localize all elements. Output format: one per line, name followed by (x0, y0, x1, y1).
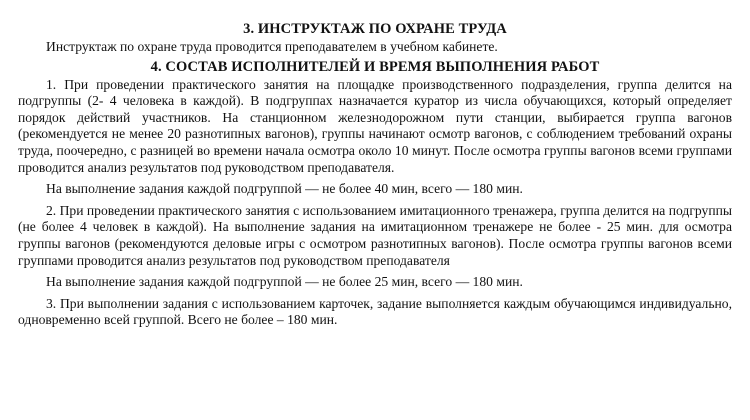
paragraph-time-2: На выполнение задания каждой подгруппой — не более 25 мин, всего — 180 мин. (46, 274, 523, 290)
paragraph-time-1: На выполнение задания каждой подгруппой — не более 40 мин, всего — 180 мин. (46, 181, 523, 197)
paragraph-2: 2. При проведении практического занятия с использованием имитационного тренажера, группа делится на подгруппы (не более 4 человек в каждой). На выполнение задания на имитационном тренажере не более - 25 мин. для осмотра группы вагонов (рекомендуются деловые игры с осмотром разнотипных вагонов). После осмотра группы вагонов всеми группами проводится анализ результатов под руководством преподавателя (18, 202, 732, 268)
section-3-title: 3. ИНСТРУКТАЖ ПО ОХРАНЕ ТРУДА (243, 21, 507, 37)
paragraph-1: 1. При проведении практического занятия на площадке производственного подразделения, группа делится на подгруппы (2- 4 человека в каждой). В подгруппах назначается куратор из числа обучающихся, который определяет порядок действий участников. На станционном железнодорожном пути станции, выбирается группа вагонов (рекомендуется не менее 20 разнотипных вагонов), группы начинают осмотр вагонов, с соблюдением требований охраны труда, поочередно, с разницей во времени начала осмотра около 10 минут. После осмотра группы вагонов всеми группами проводится анализ результатов под руководством преподавателя. (18, 76, 732, 175)
section-4-title: 4. СОСТАВ ИСПОЛНИТЕЛЕЙ И ВРЕМЯ ВЫПОЛНЕНИЯ РАБОТ (150, 58, 600, 75)
section-3-text: Инструктаж по охране труда проводится преподавателем в учебном кабинете. (46, 39, 498, 54)
paragraph-3: 3. При выполнении задания с использованием карточек, задание выполняется каждым обучающимся индивидуально, одновременно всей группой. Всего не более – 180 мин. (18, 295, 732, 328)
